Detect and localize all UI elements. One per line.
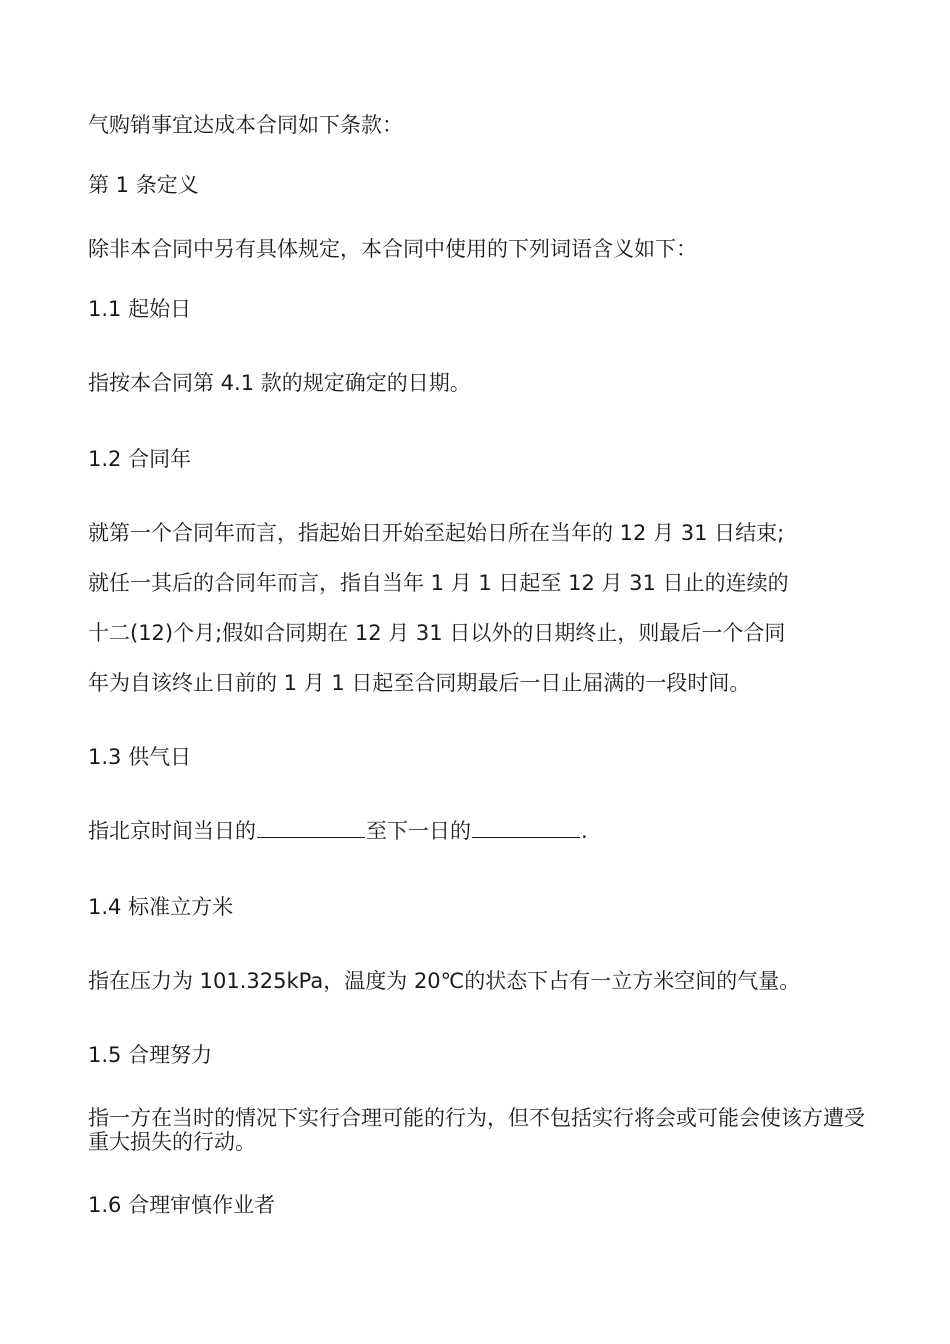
section-body-1-3-part-2: 至下一日的 <box>366 819 471 843</box>
section-heading-1-5: 1.5 合理努力 <box>88 1043 213 1067</box>
article-title: 第 1 条定义 <box>88 173 199 197</box>
intro-text: 气购销事宜达成本合同如下条款： <box>88 113 403 137</box>
section-heading-1-2: 1.2 合同年 <box>88 447 192 471</box>
section-heading-1-6: 1.6 合理审慎作业者 <box>88 1193 276 1217</box>
blank-field-start-time <box>257 819 365 838</box>
blank-field-end-time <box>472 819 580 838</box>
section-body-1-3 <box>88 818 588 844</box>
section-body-1-2-line-4: 年为自该终止日前的 1 月 1 日起至合同期最后一日止届满的一段时间。 <box>88 671 751 695</box>
section-body-1-1: 指按本合同第 4.1 款的规定确定的日期。 <box>88 371 471 395</box>
section-heading-1-4: 1.4 标准立方米 <box>88 895 234 919</box>
section-body-1-3-part-3: . <box>581 819 588 843</box>
article-intro: 除非本合同中另有具体规定，本合同中使用的下列词语含义如下： <box>88 237 697 261</box>
section-body-1-4: 指在压力为 101.325kPa，温度为 20℃的状态下占有一立方米空间的气量。 <box>88 969 801 993</box>
section-body-1-5: 指一方在当时的情况下实行合理可能的行为，但不包括实行将会或可能会使该方遭受重大损失的行动。 <box>88 1106 865 1154</box>
section-body-1-2-line-3: 十二(12)个月;假如合同期在 12 月 31 日以外的日期终止，则最后一个合同 <box>88 621 786 645</box>
section-heading-1-1: 1.1 起始日 <box>88 297 192 321</box>
section-body-1-2-line-1: 就第一个合同年而言，指起始日开始至起始日所在当年的 12 月 31 日结束; <box>88 521 785 545</box>
section-body-1-3-part-1: 指北京时间当日的 <box>88 819 256 843</box>
section-heading-1-3: 1.3 供气日 <box>88 745 192 769</box>
section-body-1-2-line-2: 就任一其后的合同年而言，指自当年 1 月 1 日起至 12 月 31 日止的连续的 <box>88 571 789 595</box>
